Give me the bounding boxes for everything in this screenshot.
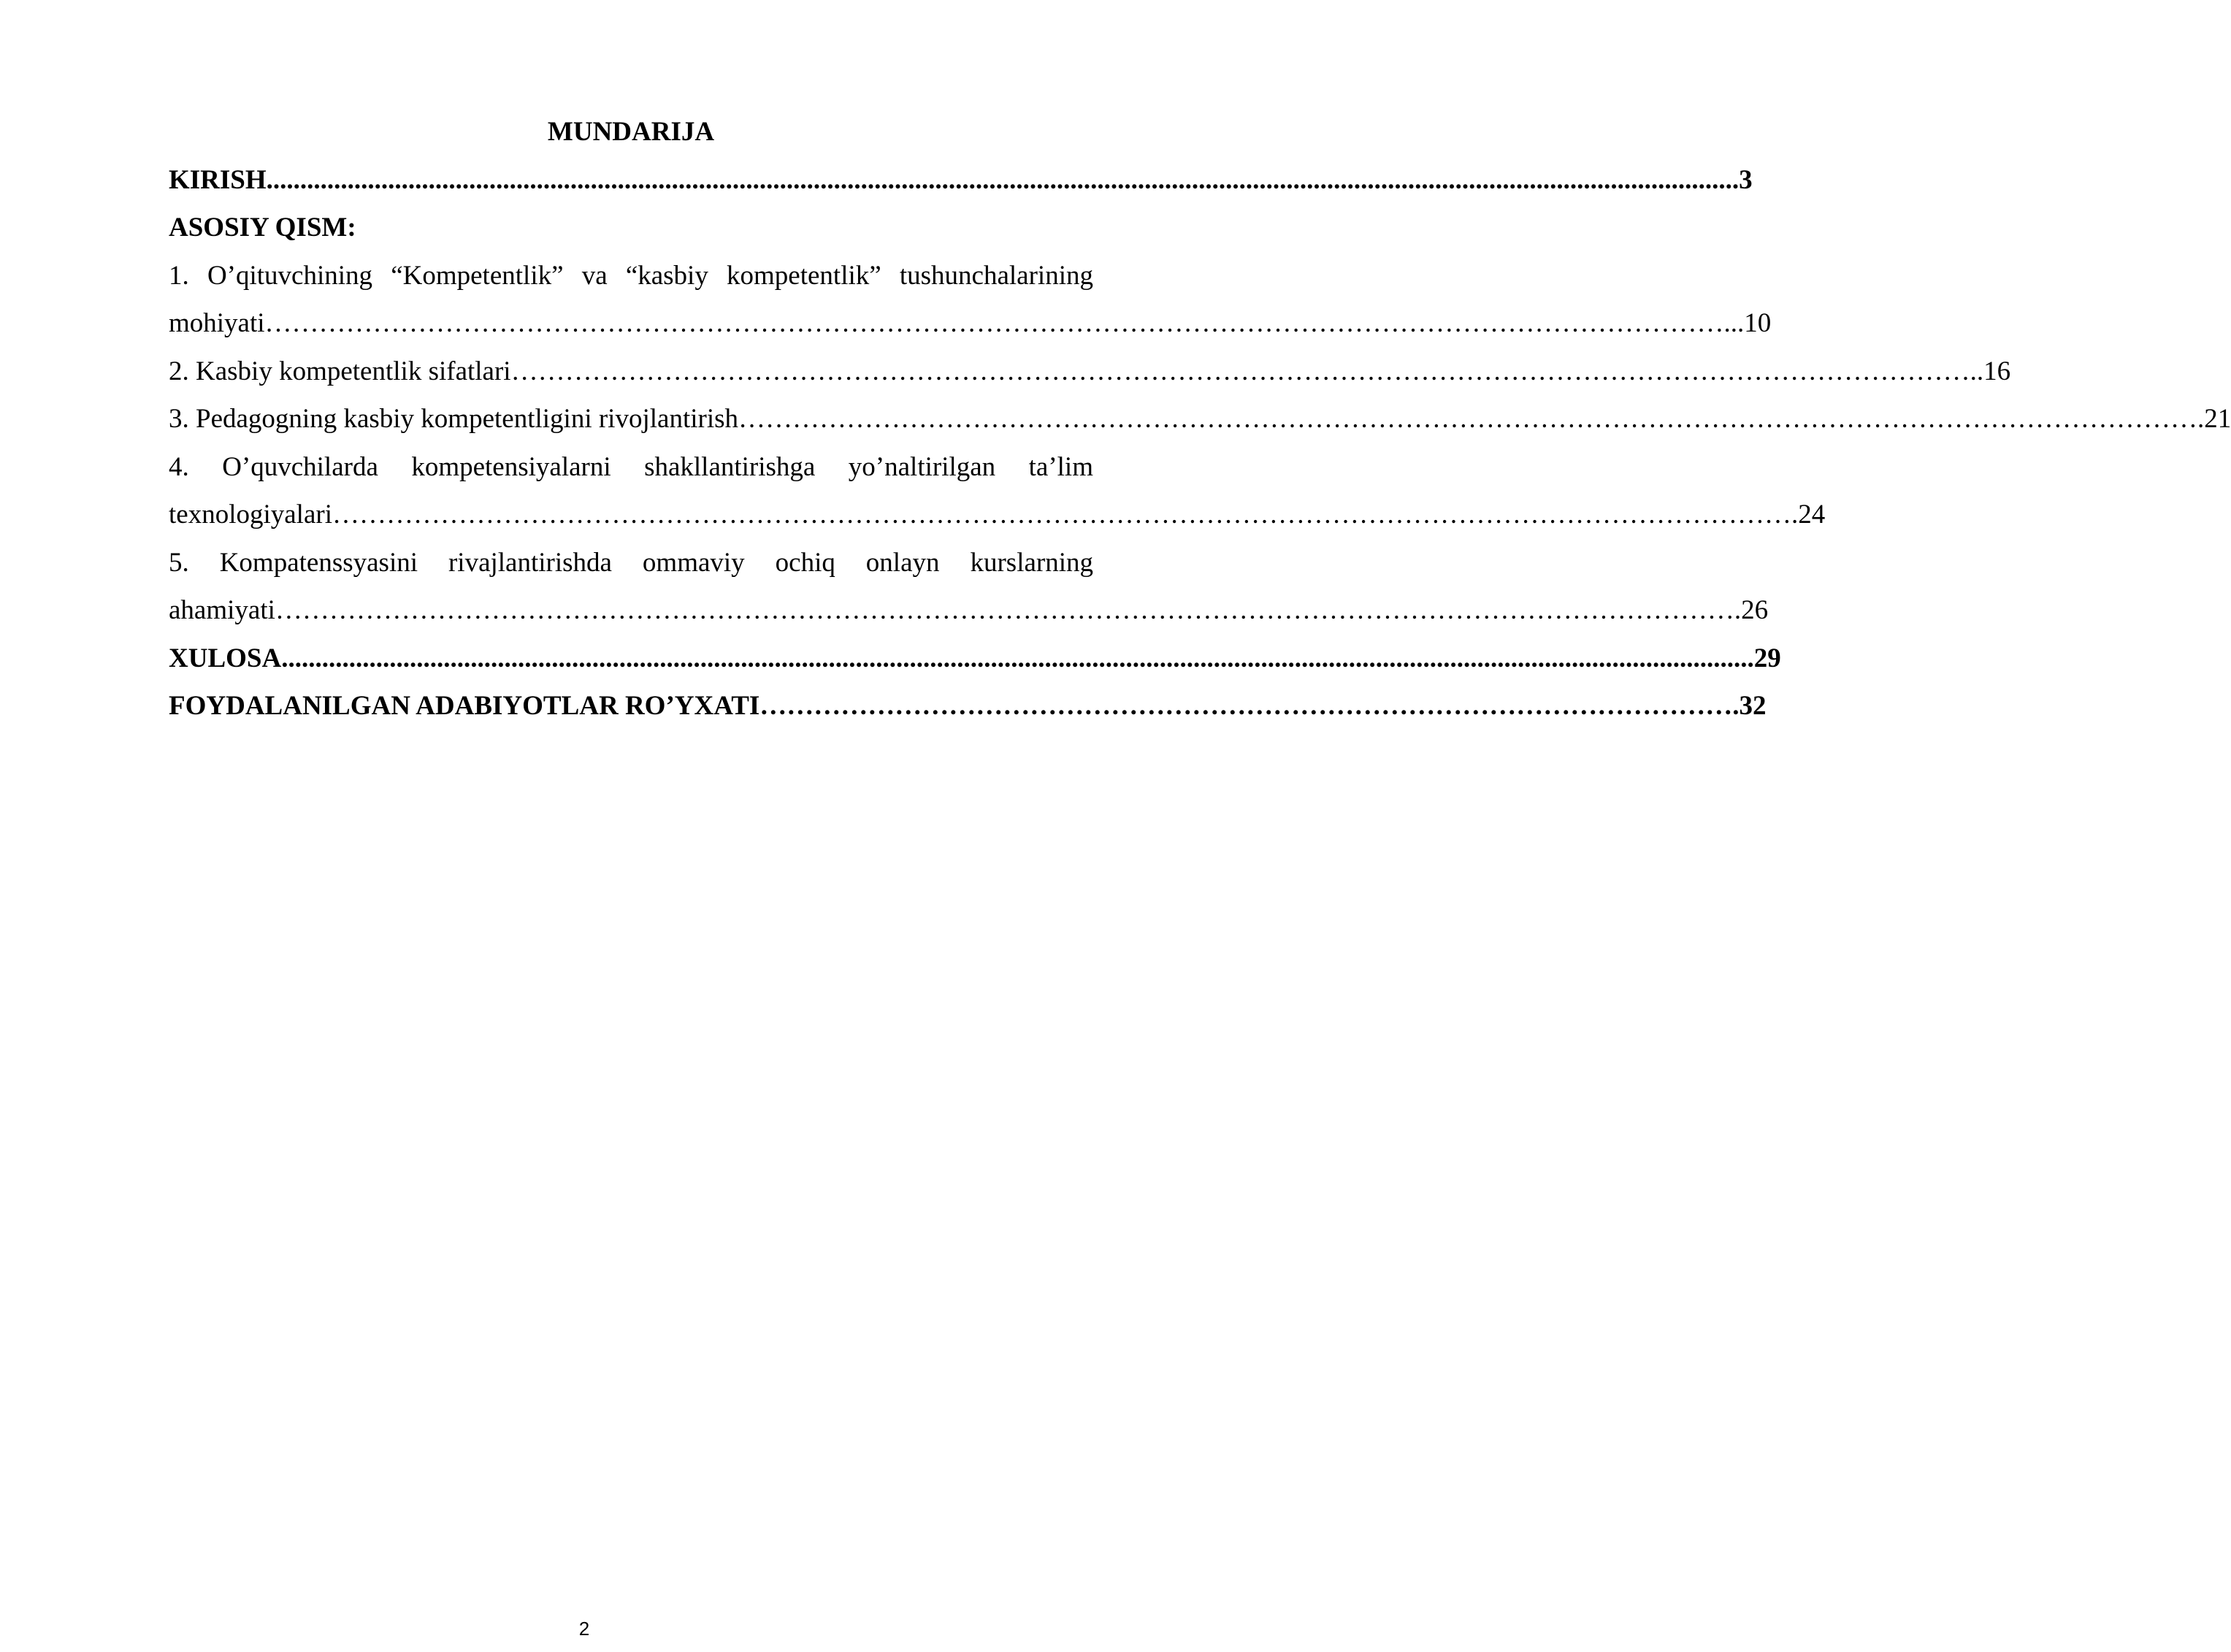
toc-entry-1[interactable] bbox=[169, 299, 1772, 348]
toc-entry-references[interactable] bbox=[169, 682, 1767, 730]
toc-entry-page: ...10 bbox=[1723, 308, 1772, 338]
toc-entry-label: mohiyati bbox=[169, 308, 265, 338]
toc-entry-label: ahamiyati bbox=[169, 595, 275, 625]
toc-title: MUNDARIJA bbox=[547, 117, 715, 147]
toc-entry-label: texnologiyalari bbox=[169, 500, 332, 529]
toc-entry-page: 29 bbox=[1753, 643, 1781, 673]
toc-entry-1-line1[interactable]: 1. O’qituvchining “Kompetentlik” va “kasbiy kompetentlik” tushunchalarining bbox=[169, 260, 1093, 291]
toc-entry-2[interactable] bbox=[169, 348, 2011, 396]
dot-leader: .......................................................................................................................................................................................................................... bbox=[281, 643, 1754, 673]
toc-entry-intro[interactable] bbox=[169, 156, 1753, 204]
toc-entry-4-line1[interactable]: 4. O’quvchilarda kompetensiyalarni shakllantirishga yo’naltirilgan ta’lim bbox=[169, 451, 1093, 482]
toc-entry-page: .26 bbox=[1734, 595, 1769, 625]
dot-leader: ……………………………………………………………………………………………………………………………………………… bbox=[738, 404, 2197, 434]
toc-entry-label: 3. Pedagogning kasbiy kompetentligini rivojlantirish bbox=[169, 404, 738, 434]
table-of-contents bbox=[169, 108, 2231, 730]
toc-entry-page: 3 bbox=[1739, 164, 1753, 195]
toc-entry-label: FOYDALANILGAN ADABIYOTLAR RO’YXATI bbox=[169, 691, 760, 721]
toc-entry-label: XULOSA bbox=[169, 643, 282, 673]
dot-leader: ……………………………………………………………………………………………… bbox=[759, 691, 1733, 721]
toc-entry-3[interactable] bbox=[169, 395, 2231, 443]
toc-entry-5[interactable] bbox=[169, 586, 1769, 635]
toc-entry-4[interactable] bbox=[169, 491, 1826, 539]
dot-leader: ……………………………………………………………………………………………………………………………………………… bbox=[332, 500, 1791, 529]
toc-entry-page: ..16 bbox=[1970, 356, 2011, 386]
dot-leader: .......................................................................................................................................................................................................................... bbox=[266, 164, 1740, 195]
toc-entry-page: .32 bbox=[1732, 691, 1767, 721]
toc-entry-page: .21 bbox=[2197, 404, 2231, 434]
dot-leader: ……………………………………………………………………………………………………………………………………………… bbox=[275, 595, 1734, 625]
dot-leader: ……………………………………………………………………………………………………………………………………………… bbox=[510, 356, 1970, 386]
toc-entry-5-line1[interactable]: 5. Kompatenssyasini rivajlantirishda ommaviy ochiq onlayn kurslarning bbox=[169, 547, 1093, 578]
toc-entry-page: .24 bbox=[1791, 500, 1826, 529]
page-number: 2 bbox=[578, 1618, 590, 1640]
toc-entry-conclusion[interactable] bbox=[169, 635, 1781, 683]
toc-entry-label: 2. Kasbiy kompetentlik sifatlari bbox=[169, 356, 511, 386]
dot-leader: ……………………………………………………………………………………………………………………………………………… bbox=[264, 308, 1724, 338]
toc-section-heading: ASOSIY QISM: bbox=[169, 213, 356, 242]
toc-entry-label: KIRISH bbox=[169, 164, 267, 195]
